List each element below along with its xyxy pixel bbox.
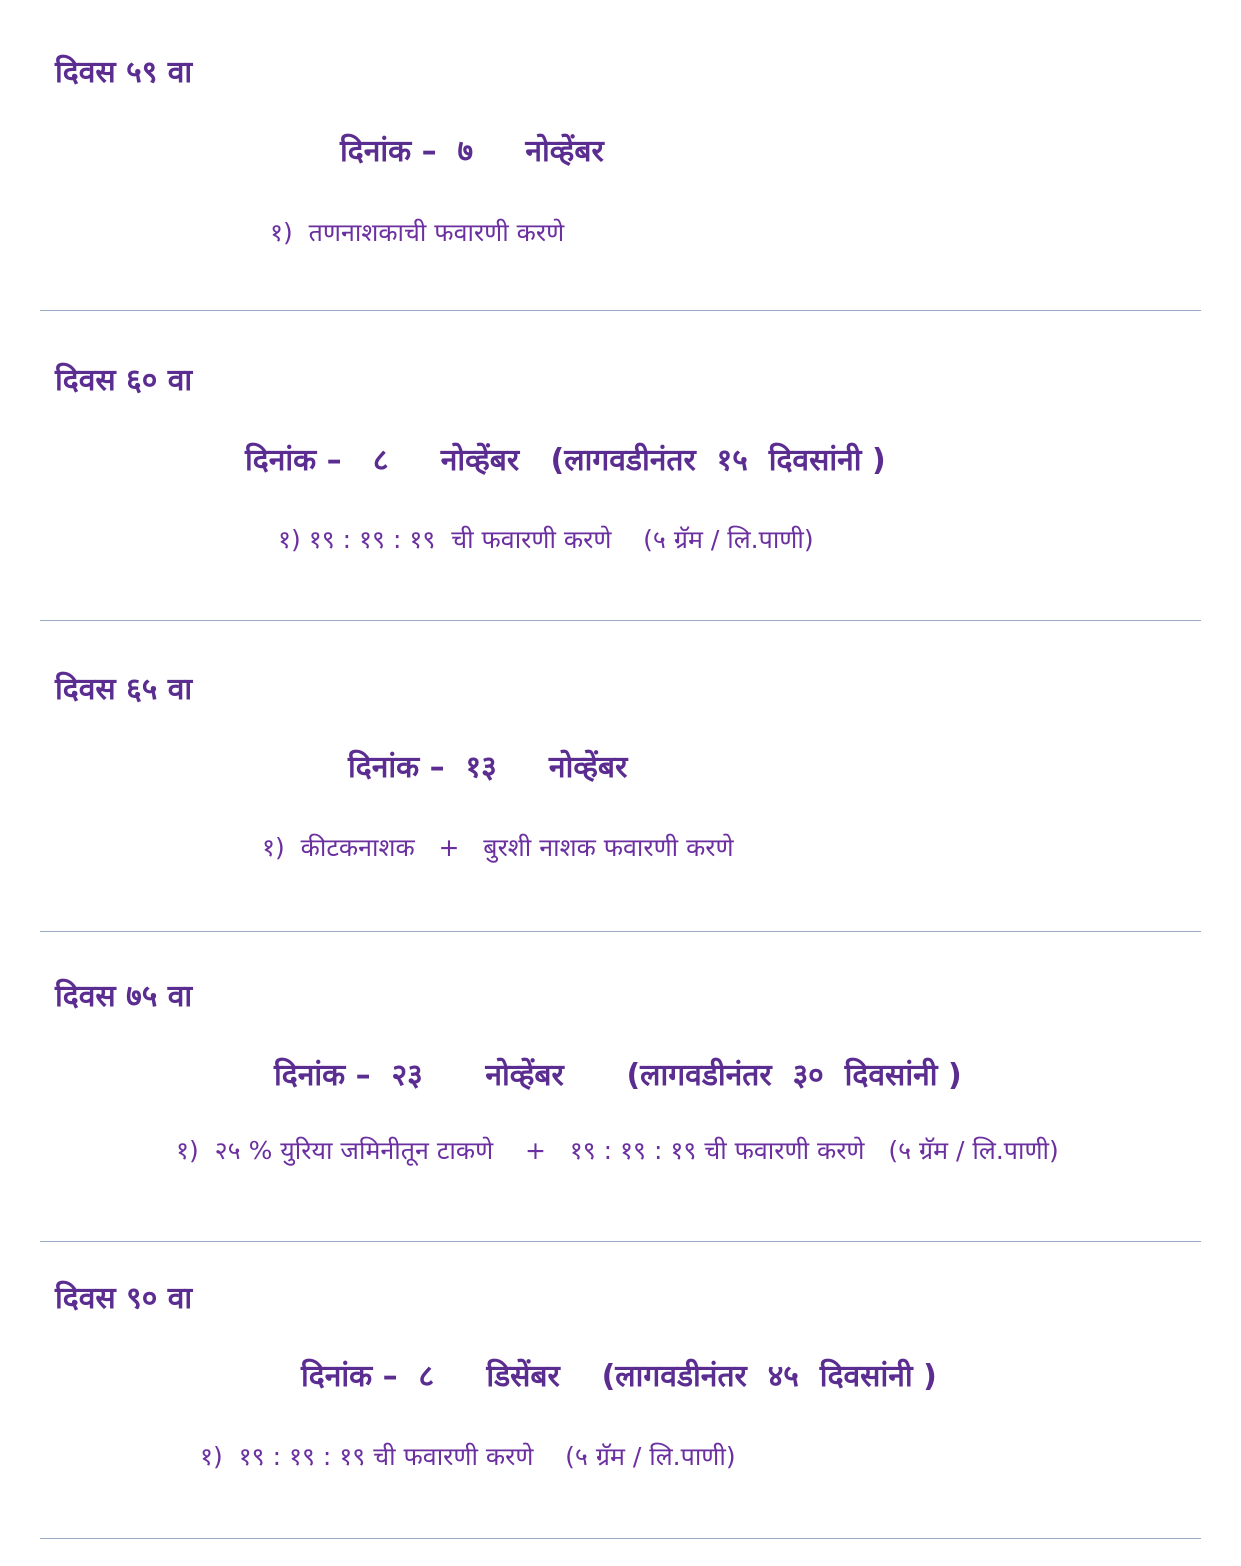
task-item: १) तणनाशकाची फवारणी करणे xyxy=(270,218,565,247)
date-line: दिनांक – ८ नोव्हेंबर (लागवडीनंतर १५ दिवसांनी ) xyxy=(245,443,886,478)
divider xyxy=(40,1241,1201,1242)
date-line: दिनांक – २३ नोव्हेंबर (लागवडीनंतर ३० दिवसांनी ) xyxy=(274,1058,962,1093)
day-heading: दिवस ७५ वा xyxy=(55,979,193,1014)
divider xyxy=(40,310,1201,311)
day-heading: दिवस ९० वा xyxy=(55,1281,193,1316)
task-item: १) १९ : १९ : १९ ची फवारणी करणे (५ ग्रॅम / लि.पाणी) xyxy=(278,525,814,554)
task-item: १) २५ % युरिया जमिनीतून टाकणे + १९ : १९ : १९ ची फवारणी करणे (५ ग्रॅम / लि.पाणी) xyxy=(176,1136,1059,1165)
task-item: १) १९ : १९ : १९ ची फवारणी करणे (५ ग्रॅम / लि.पाणी) xyxy=(200,1442,736,1471)
task-item: १) कीटकनाशक + बुरशी नाशक फवारणी करणे xyxy=(262,833,734,862)
date-line: दिनांक – ८ डिसेंबर (लागवडीनंतर ४५ दिवसांनी ) xyxy=(301,1359,937,1394)
day-heading: दिवस ६० वा xyxy=(55,363,193,398)
divider xyxy=(40,1538,1201,1539)
date-line: दिनांक – १३ नोव्हेंबर xyxy=(348,750,628,785)
day-heading: दिवस ६५ वा xyxy=(55,672,193,707)
divider xyxy=(40,620,1201,621)
divider xyxy=(40,931,1201,932)
date-line: दिनांक – ७ नोव्हेंबर xyxy=(340,134,604,169)
day-heading: दिवस ५९ वा xyxy=(55,55,193,90)
